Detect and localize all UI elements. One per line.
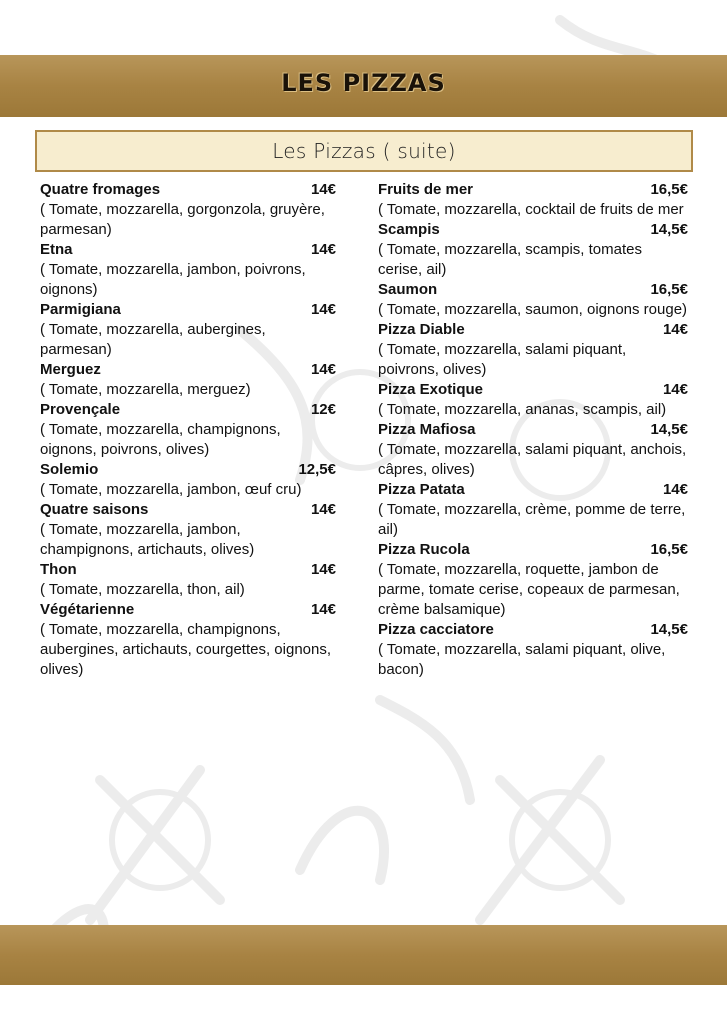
item-name: Pizza cacciatore [378,621,494,638]
menu-item [40,600,336,680]
menu-item [378,540,688,620]
menu-item [40,500,336,560]
menu-item [378,180,688,220]
item-name: Pizza Exotique [378,381,484,398]
menu-item [378,620,688,680]
item-name: Pizza Mafiosa [378,421,476,438]
menu-column-right [378,180,688,680]
item-name: Quatre fromages [40,181,161,198]
item-name: Thon [40,561,77,578]
item-price: 14€ [310,561,336,578]
item-description: ( Tomate, mozzarella, cocktail de fruits de mer [378,201,684,218]
menu-item [40,400,336,460]
item-price: 14€ [662,481,688,498]
item-description: ( Tomate, mozzarella, salami piquant, poivrons, olives) [378,341,627,378]
item-description: ( Tomate, mozzarella, thon, ail) [40,581,245,598]
item-description: ( Tomate, mozzarella, ananas, scampis, ail) [378,401,667,418]
item-description: ( Tomate, mozzarella, jambon, poivrons, oignons) [40,261,306,298]
item-description: ( Tomate, mozzarella, aubergines, parmesan) [40,321,266,358]
item-price: 12,5€ [298,461,336,478]
menu-item [378,380,688,420]
item-name: Quatre saisons [40,501,149,518]
item-name: Fruits de mer [378,181,474,198]
item-name: Etna [40,241,73,258]
menu-item [378,320,688,380]
item-price: 14,5€ [650,221,688,238]
item-name: Solemio [40,461,99,478]
item-description: ( Tomate, mozzarella, scampis, tomates cerise, ail) [378,241,642,278]
item-price: 16,5€ [650,181,688,198]
item-price: 14€ [310,601,336,618]
item-name: Scampis [378,221,440,238]
item-price: 14€ [662,321,688,338]
item-name: Pizza Diable [378,321,465,338]
item-name: Végétarienne [40,601,135,618]
item-price: 14€ [310,361,336,378]
item-price: 14€ [310,501,336,518]
item-name: Pizza Patata [378,481,465,498]
header-band [0,55,727,117]
item-description: ( Tomate, mozzarella, jambon, champignons, artichauts, olives) [40,521,255,558]
menu-item [40,180,336,240]
item-name: Merguez [40,361,101,378]
item-price: 14€ [662,381,688,398]
item-price: 14,5€ [650,621,688,638]
item-description: ( Tomate, mozzarella, saumon, oignons rouge) [378,301,688,318]
item-name: Provençale [40,401,121,418]
item-price: 14€ [310,181,336,198]
item-price: 16,5€ [650,281,688,298]
item-price: 14€ [310,301,336,318]
menu-item [378,480,688,540]
item-name: Parmigiana [40,301,121,318]
item-name: Pizza Rucola [378,541,470,558]
item-description: ( Tomate, mozzarella, roquette, jambon de parme, tomate cerise, copeaux de parmesan, crème balsamique) [378,561,680,618]
item-description: ( Tomate, mozzarella, gorgonzola, gruyère, parmesan) [40,201,325,238]
menu-item [378,280,688,320]
section-header [35,130,693,172]
item-name: Saumon [378,281,438,298]
item-description: ( Tomate, mozzarella, jambon, œuf cru) [40,481,302,498]
item-description: ( Tomate, mozzarella, crème, pomme de terre, ail) [378,501,686,538]
section-title: Les Pizzas ( suite) [272,139,456,163]
item-description: ( Tomate, mozzarella, merguez) [40,381,251,398]
item-price: 16,5€ [650,541,688,558]
menu-item [40,300,336,360]
menu-item [40,560,336,600]
footer-band [0,925,727,985]
menu-item [378,420,688,480]
menu-item [378,220,688,280]
page-title: LES PIZZAS [281,69,446,97]
item-description: ( Tomate, mozzarella, champignons, oignons, poivrons, olives) [40,421,281,458]
menu-item [40,360,336,400]
menu-item [40,460,336,500]
item-description: ( Tomate, mozzarella, champignons, aubergines, artichauts, courgettes, oignons, olives) [40,621,332,678]
menu-column-left [40,180,336,680]
item-description: ( Tomate, mozzarella, salami piquant, olive, bacon) [378,641,666,678]
item-description: ( Tomate, mozzarella, salami piquant, anchois, câpres, olives) [378,441,687,478]
menu-item [40,240,336,300]
item-price: 14€ [310,241,336,258]
item-price: 12€ [310,401,336,418]
item-price: 14,5€ [650,421,688,438]
